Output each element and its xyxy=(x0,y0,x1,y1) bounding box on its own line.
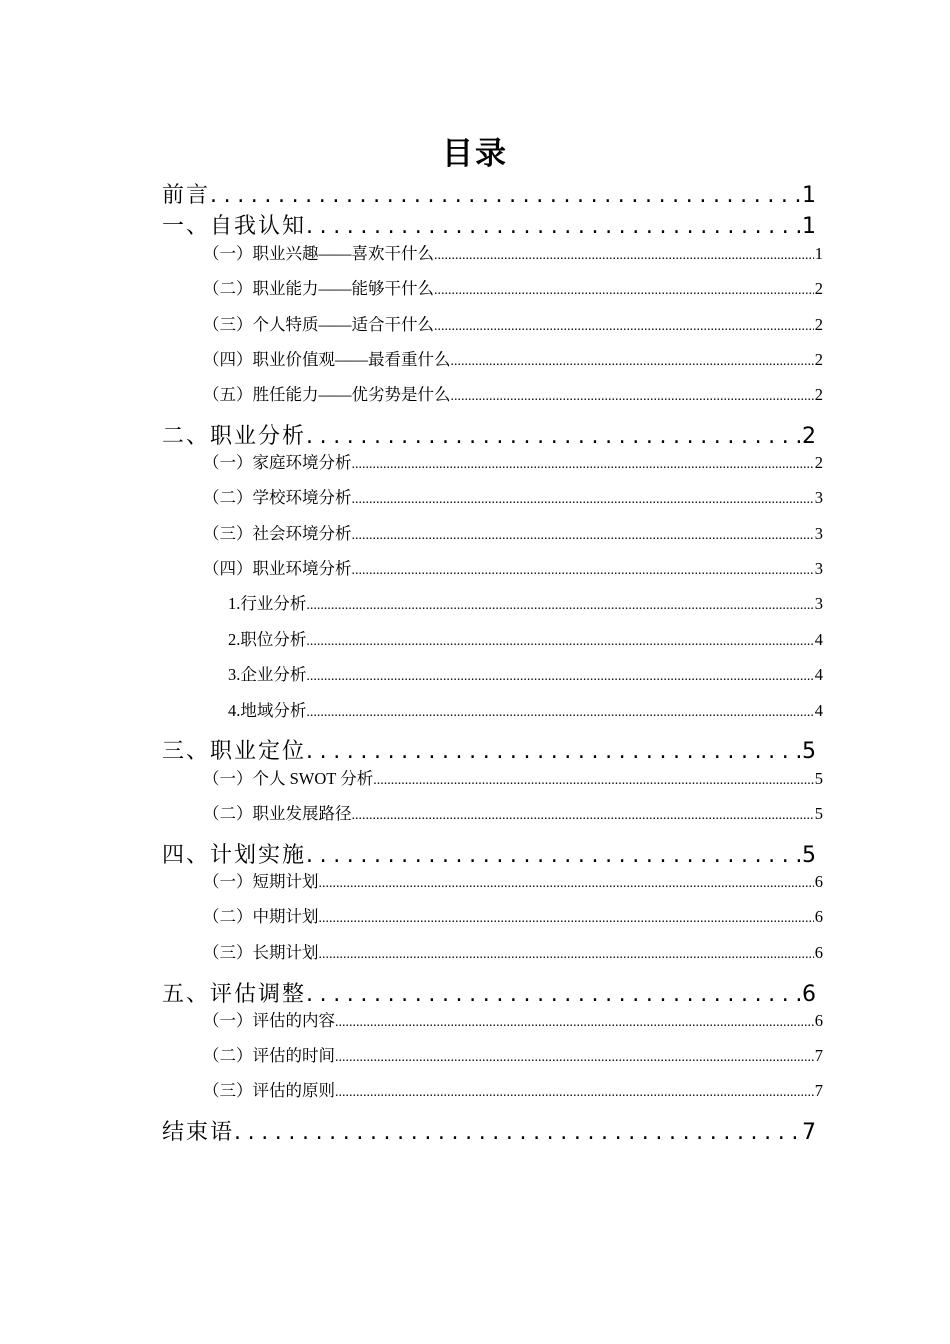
toc-leader xyxy=(373,773,814,789)
toc-entry[interactable] xyxy=(203,346,823,370)
toc-page: 3 xyxy=(814,594,823,613)
toc-leader xyxy=(352,528,814,544)
toc-leader xyxy=(451,354,814,370)
toc-page: 3 xyxy=(814,524,823,543)
toc-leader xyxy=(319,911,814,927)
toc-label: （一）评估的内容 xyxy=(203,1011,335,1030)
toc-leader xyxy=(352,492,814,508)
toc-entry[interactable] xyxy=(203,240,823,264)
toc-leader xyxy=(306,634,813,650)
toc-page: 2 xyxy=(814,315,823,334)
toc-leader xyxy=(306,705,813,721)
toc-page: 1 xyxy=(814,244,823,263)
toc-leader xyxy=(335,1050,814,1066)
toc-leader xyxy=(352,563,814,579)
toc-label: （五）胜任能力——优劣势是什么 xyxy=(203,385,451,404)
toc-leader xyxy=(306,843,801,868)
toc-entry[interactable] xyxy=(203,1077,823,1101)
toc-label: （一）短期计划 xyxy=(203,872,319,891)
toc-entry[interactable] xyxy=(203,939,823,963)
toc-entry-plan-implementation[interactable] xyxy=(162,838,818,868)
toc-leader xyxy=(306,669,813,685)
toc-page: 2 xyxy=(814,453,823,472)
toc-label: 五、评估调整 xyxy=(162,982,307,1007)
toc-entry-self-awareness[interactable] xyxy=(162,209,818,239)
toc-label: （三）评估的原则 xyxy=(203,1081,335,1100)
toc-page: 3 xyxy=(814,488,823,507)
toc-page: 5 xyxy=(814,804,823,823)
toc-page: 4 xyxy=(814,701,823,720)
toc-leader xyxy=(306,214,801,239)
toc-leader xyxy=(434,319,814,335)
toc-leader xyxy=(352,457,814,473)
toc-label: 二、职业分析 xyxy=(162,424,307,449)
toc-label: 4.地域分析 xyxy=(228,701,307,720)
toc-entry[interactable] xyxy=(203,520,823,544)
toc-label: （三）长期计划 xyxy=(203,943,319,962)
toc-label: （二）学校环境分析 xyxy=(203,488,352,507)
toc-leader xyxy=(319,876,814,892)
toc-entry-conclusion[interactable] xyxy=(162,1115,818,1145)
toc-label: 三、职业定位 xyxy=(162,739,307,764)
toc-page: 6 xyxy=(814,907,823,926)
toc-page: 4 xyxy=(814,665,823,684)
toc-label: （二）评估的时间 xyxy=(203,1046,335,1065)
toc-entry[interactable] xyxy=(228,590,823,614)
toc-page: 5 xyxy=(802,843,818,868)
toc-label: （一）职业兴趣——喜欢干什么 xyxy=(203,244,434,263)
toc-label: （四）职业价值观——最看重什么 xyxy=(203,350,451,369)
toc-leader xyxy=(434,283,814,299)
toc-leader xyxy=(306,598,813,614)
toc-leader xyxy=(210,183,801,208)
toc-page: 1 xyxy=(802,183,818,208)
toc-entry[interactable] xyxy=(228,697,823,721)
toc-page: 7 xyxy=(802,1120,818,1145)
toc-entry[interactable] xyxy=(203,381,823,405)
toc-leader xyxy=(319,947,814,963)
toc-page: 6 xyxy=(814,1011,823,1030)
toc-leader xyxy=(306,424,801,449)
toc-page: 5 xyxy=(802,739,818,764)
toc-entry[interactable] xyxy=(228,661,823,685)
toc-leader xyxy=(335,1015,814,1031)
toc-page: 2 xyxy=(814,350,823,369)
toc-entry-career-positioning[interactable] xyxy=(162,734,818,764)
toc-label: （三）个人特质——适合干什么 xyxy=(203,315,434,334)
toc-leader xyxy=(306,982,801,1007)
toc-label: 一、自我认知 xyxy=(162,214,307,239)
toc-page: 3 xyxy=(814,559,823,578)
toc-entry[interactable] xyxy=(203,765,823,789)
toc-label: 3.企业分析 xyxy=(228,665,307,684)
toc-label: （二）中期计划 xyxy=(203,907,319,926)
toc-leader xyxy=(234,1120,801,1145)
toc-leader xyxy=(434,248,814,264)
toc-page: 7 xyxy=(814,1081,823,1100)
toc-entry[interactable] xyxy=(203,555,823,579)
toc-label: （一）个人 SWOT 分析 xyxy=(203,769,374,788)
toc-entry[interactable] xyxy=(203,449,823,473)
toc-entry[interactable] xyxy=(228,626,823,650)
toc-leader xyxy=(306,739,801,764)
toc-label: 结束语 xyxy=(162,1120,235,1145)
toc-entry[interactable] xyxy=(203,484,823,508)
toc-label: 前言 xyxy=(162,183,211,208)
toc-page: 2 xyxy=(802,424,818,449)
toc-leader xyxy=(352,808,814,824)
toc-page: 2 xyxy=(814,279,823,298)
toc-page: 6 xyxy=(802,982,818,1007)
toc-page: 6 xyxy=(814,872,823,891)
toc-page: 6 xyxy=(814,943,823,962)
toc-entry[interactable] xyxy=(203,903,823,927)
toc-label: （三）社会环境分析 xyxy=(203,524,352,543)
toc-leader xyxy=(335,1085,814,1101)
toc-entry[interactable] xyxy=(203,1042,823,1066)
toc-label: （四）职业环境分析 xyxy=(203,559,352,578)
toc-label: 2.职位分析 xyxy=(228,630,307,649)
toc-page: 5 xyxy=(814,769,823,788)
toc-label: （一）家庭环境分析 xyxy=(203,453,352,472)
toc-label: 四、计划实施 xyxy=(162,843,307,868)
page-title: 目录 xyxy=(442,136,508,172)
toc-entry[interactable] xyxy=(203,1007,823,1031)
toc-entry[interactable] xyxy=(203,800,823,824)
toc-entry-career-analysis[interactable] xyxy=(162,419,818,449)
toc-page: 4 xyxy=(814,630,823,649)
toc-label: 1.行业分析 xyxy=(228,594,307,613)
toc-entry[interactable] xyxy=(203,311,823,335)
toc-page: 7 xyxy=(814,1046,823,1065)
toc-entry-evaluation-adjustment[interactable] xyxy=(162,977,818,1007)
toc-entry-preface[interactable] xyxy=(162,178,818,208)
toc-label: （二）职业能力——能够干什么 xyxy=(203,279,434,298)
toc-leader xyxy=(451,389,814,405)
toc-page: 1 xyxy=(802,214,818,239)
toc-entry[interactable] xyxy=(203,275,823,299)
toc-page: 2 xyxy=(814,385,823,404)
toc-label: （二）职业发展路径 xyxy=(203,804,352,823)
toc-entry[interactable] xyxy=(203,868,823,892)
